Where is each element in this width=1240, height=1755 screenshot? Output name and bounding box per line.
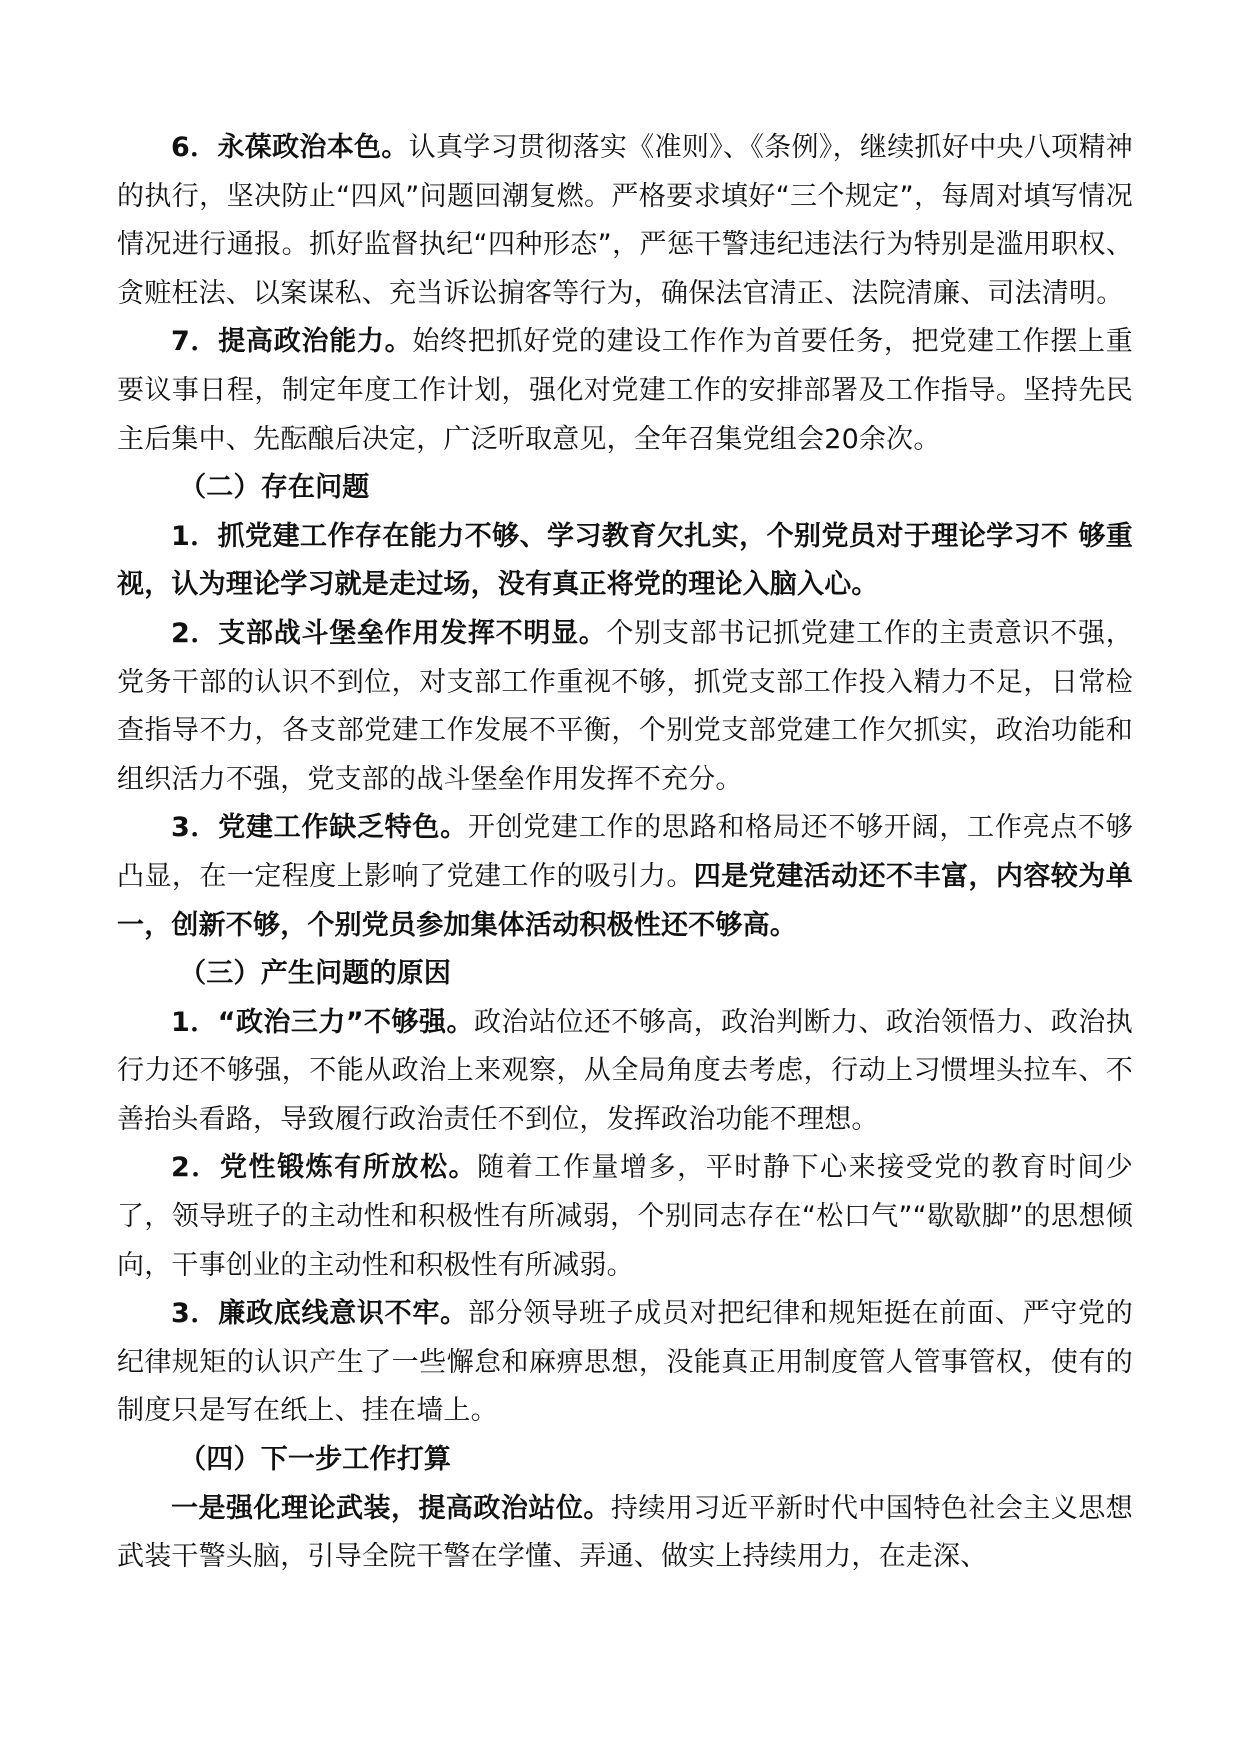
next-step-1-lead: 一是强化理论武装，提高政治站位。 bbox=[171, 1492, 611, 1524]
cause-2-lead: 2．党性锻炼有所放松。 bbox=[171, 1152, 478, 1184]
paragraph-7-body: 始终把抓好党的建设工作作为首要任务，把党建工作摆上重要议事日程，制定年度工作计划，强化对党建工作的安排部署及工作指导。坚持先民主后集中、先酝酿后决定，广泛听取意见，全年召集党组会20余次。 bbox=[117, 326, 1133, 455]
cause-2 bbox=[117, 1144, 1133, 1290]
problem-2-body: 个别支部书记抓党建工作的主责意识不强，党务干部的认识不到位，对支部工作重视不够，抓党支部工作投入精力不足，日常检查指导不力，各支部党建工作发展不平衡，个别党支部党建工作欠抓实，政治功能和组织活力不强，党支部的战斗堡垒作用发挥不充分。 bbox=[117, 617, 1133, 795]
paragraph-7-lead: 7．提高政治能力。 bbox=[171, 326, 413, 358]
problem-1 bbox=[117, 513, 1133, 610]
cause-3-lead: 3．廉政底线意识不牢。 bbox=[171, 1298, 468, 1330]
paragraph-6-body: 认真学习贯彻落实《准则》、《条例》，继续抓好中央八项精神的执行，坚决防止“四风”问题回潮复燃。严格要求填好“三个规定”，每周对填写情况情况进行通报。抓好监督执纪“四种形态”，严惩干警违纪违法行为特别是滥用职权、贪赃枉法、以案谋私、充当诉讼掮客等行为，确保法官清正、法院清廉、司法清明。 bbox=[117, 132, 1133, 309]
section-heading-problems: （二）存在问题 bbox=[179, 472, 370, 504]
problem-3-lead: 3．党建工作缺乏特色。 bbox=[171, 812, 468, 844]
cause-3 bbox=[117, 1290, 1133, 1436]
problem-1-lead: 1．抓党建工作存在能力不够、学习教育欠扎实，个别党员对于理论学习不 够重视，认为理论学习就是走过场，没有真正将党的理论入脑入心。 bbox=[117, 520, 1133, 601]
paragraph-6 bbox=[117, 124, 1133, 318]
problem-2 bbox=[117, 610, 1133, 804]
cause-1 bbox=[117, 999, 1133, 1145]
section-heading-causes: （三）产生问题的原因 bbox=[179, 958, 452, 990]
section-heading-next-steps: （四）下一步工作打算 bbox=[179, 1444, 452, 1476]
document-body bbox=[117, 124, 1133, 1582]
cause-2-body: 随着工作量增多，平时静下心来接受党的教育时间少了，领导班子的主动性和积极性有所减弱，个别同志存在“松口气”“歇歇脚”的思想倾向，干事创业的主动性和积极性有所减弱。 bbox=[117, 1152, 1133, 1281]
problem-2-lead: 2．支部战斗堡垒作用发挥不明显。 bbox=[171, 617, 607, 649]
problem-3 bbox=[117, 804, 1133, 950]
cause-3-body: 部分领导班子成员对把纪律和规矩挺在前面、严守党的纪律规矩的认识产生了一些懈怠和麻痹思想，没能真正用制度管人管事管权，使有的制度只是写在纸上、挂在墙上。 bbox=[117, 1298, 1133, 1427]
paragraph-6-lead: 6．永葆政治本色。 bbox=[171, 132, 409, 163]
cause-1-body: 政治站位还不够高，政治判断力、政治领悟力、政治执行力还不够强，不能从政治上来观察，从全局角度去考虑，行动上习惯埋头拉车、不善抬头看路，导致履行政治责任不到位，发挥政治功能不理想。 bbox=[117, 1006, 1133, 1135]
paragraph-7 bbox=[117, 318, 1133, 464]
cause-1-lead: 1．“政治三力”不够强。 bbox=[171, 1006, 474, 1038]
next-step-1 bbox=[117, 1485, 1133, 1582]
problem-3-tail: 四是党建活动还不丰富，内容较为单一，创新不够，个别党员参加集体活动积极性还不够高。 bbox=[117, 860, 1133, 941]
problem-3-body: 开创党建工作的思路和格局还不够开阔，工作亮点不够凸显，在一定程度上影响了党建工作的吸引力。 bbox=[117, 812, 1133, 892]
next-step-1-body: 持续用习近平新时代中国特色社会主义思想武装干警头脑，引导全院干警在学懂、弄通、做实上持续用力，在走深、 bbox=[117, 1492, 1133, 1573]
